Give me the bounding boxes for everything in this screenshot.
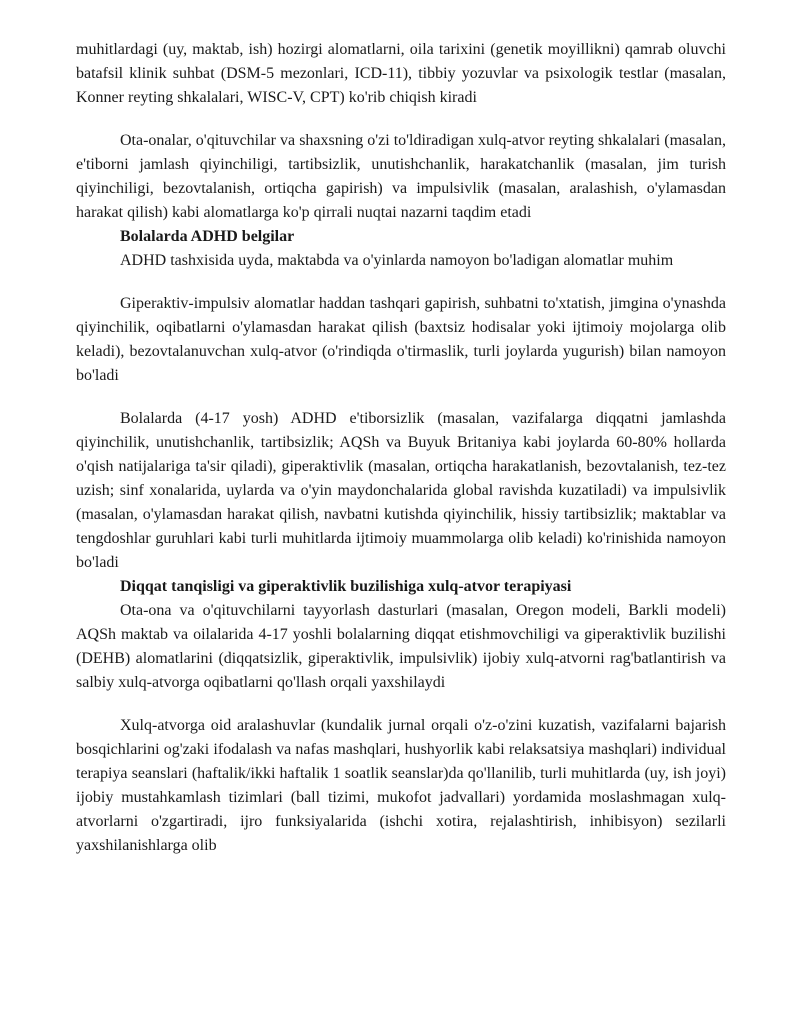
paragraph-children-adhd: Bolalarda (4-17 yosh) ADHD e'tiborsizlik (masalan, vazifalarga diqqatni jamlashda qiyinchilik, unutishchanlik, tartibsizlik; AQSh va Buyuk Britaniya kabi joylarda 60-80% hollarda o'qish natijalariga ta'sir qiladi), giperaktivlik (masalan, ortiqcha harakatlanish, bezovtalanish, tez-tez uzish; sinf xonalarida, uylarda va o'yin maydonchalarida global ravishda kuzatiladi) va impulsivlik (masalan, o'ylamasdan harakat qilish, navbatni kutishda qiyinchilik, hissiy tartibsizlik; maktablar va tengdoshlar guruhlari kabi turli muhitlarda ijtimoiy muammolarga olib keladi) ko'rinishida namoyon bo'ladi xyxy=(76,410,726,571)
paragraph-hyperactive-impulsive: Giperaktiv-impulsiv alomatlar haddan tashqari gapirish, suhbatni to'xtatish, jimgina o'ynashda qiyinchilik, oqibatlarni o'ylamasdan harakat qilish (baxtsiz hodisalar yoki ijtimoiy mojolarga olib keladi), bezovtalanuvchan xulq-atvor (o'rindiqda o'tirmaslik, turli joylarda yugurish) bilan namoyon bo'ladi xyxy=(76,295,726,384)
paragraph-diagnosis-symptoms: ADHD tashxisida uyda, maktabda va o'yinlarda namoyon bo'ladigan alomatlar muhim xyxy=(120,252,674,269)
section-heading-behavior-therapy: Diqqat tanqisligi va giperaktivlik buzilishiga xulq-atvor terapiyasi xyxy=(120,578,572,595)
paragraph-parent-training: Ota-ona va o'qituvchilarni tayyorlash dasturlari (masalan, Oregon modeli, Barkli modeli) AQSh maktab va oilalarida 4-17 yoshli bolalarning diqqat etishmovchiligi va giperaktivlik buzilishi (DEHB) alomatlarini (diqqatsizlik, giperaktivlik, impulsivlik) ijobiy xulq-atvorni rag'batlantirish va salbiy xulq-atvorga oqibatlarni qo'llash orqali yaxshilaydi xyxy=(76,602,726,691)
document-page xyxy=(76,38,726,858)
paragraph-clinical-interview: muhitlardagi (uy, maktab, ish) hozirgi alomatlarni, oila tarixini (genetik moyillikni) qamrab oluvchi batafsil klinik suhbat (DSM-5 mezonlari, ICD-11), tibbiy yozuvlar va psixologik testlar (masalan, Konner reyting shkalalari, WISC-V, CPT) ko'rib chiqish kiradi xyxy=(76,41,726,106)
section-heading-adhd-signs: Bolalarda ADHD belgilar xyxy=(120,228,295,245)
paragraph-behavioral-interventions: Xulq-atvorga oid aralashuvlar (kundalik jurnal orqali o'z-o'zini kuzatish, vazifalarni bajarish bosqichlarini og'zaki ifodalash va nafas mashqlari, hushyorlik kabi relaksatsiya mashqlari) individual terapiya seanslari (haftalik/ikki haftalik 1 soatlik seanslar)da qo'llanilib, turli muhitlarda (uy, ish joyi) ijobiy mustahkamlash tizimlari (ball tizimi, mukofot jadvallari) yordamida moslashmagan xulq-atvorlarni o'zgartiradi, ijro funksiyalarida (ishchi xotira, rejalashtirish, inhibisyon) sezilarli yaxshilanishlarga olib xyxy=(76,717,726,854)
paragraph-rating-scales: Ota-onalar, o'qituvchilar va shaxsning o'zi to'ldiradigan xulq-atvor reyting shkalalari (masalan, e'tiborni jamlash qiyinchiligi, tartibsizlik, unutishchanlik, harakatchanlik (masalan, jim turish qiyinchiligi, bezovtalanish, ortiqcha gapirish) va impulsivlik (masalan, aralashish, o'ylamasdan harakat qilish) kabi alomatlarga ko'p qirrali nuqtai nazarni taqdim etadi xyxy=(76,132,726,221)
